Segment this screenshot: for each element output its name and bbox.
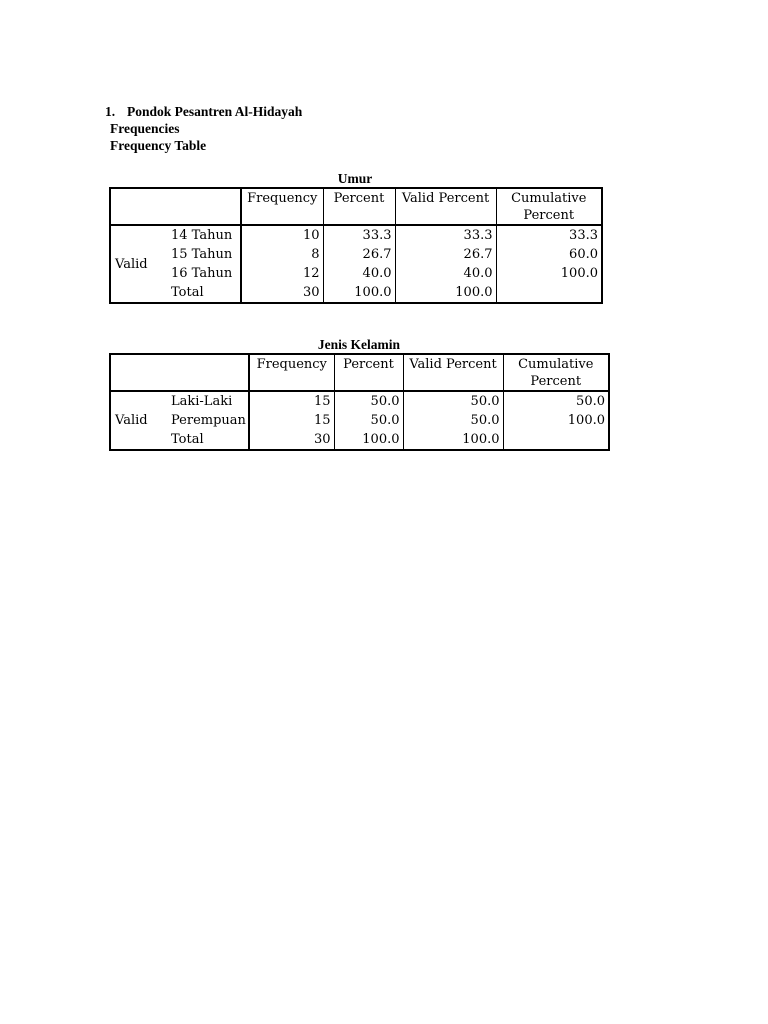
table-row-total xyxy=(110,430,609,450)
cell-percent: 100.0 xyxy=(334,430,403,450)
cell-percent: 33.3 xyxy=(323,225,395,245)
cell-valid-percent: 50.0 xyxy=(403,391,503,411)
table-row xyxy=(110,411,609,430)
table-row xyxy=(110,264,602,283)
row-label: Total xyxy=(165,283,241,303)
cell-valid-percent: 40.0 xyxy=(395,264,496,283)
umur-frequency-table xyxy=(109,187,603,304)
cell-percent: 50.0 xyxy=(334,391,403,411)
header-percent: Percent xyxy=(334,354,403,391)
cell-frequency: 30 xyxy=(241,283,323,303)
document-heading xyxy=(105,103,302,154)
group-label: Valid xyxy=(115,413,148,428)
section-title xyxy=(105,103,302,120)
row-label: 14 Tahun xyxy=(165,225,241,245)
umur-table-title: Umur xyxy=(337,171,373,186)
header-frequency: Frequency xyxy=(241,188,323,225)
cell-percent: 100.0 xyxy=(323,283,395,303)
jenis-kelamin-frequency-table xyxy=(109,353,610,451)
section-number: 1. xyxy=(105,104,116,119)
cell-frequency: 12 xyxy=(241,264,323,283)
cell-frequency: 15 xyxy=(249,411,334,430)
cell-percent: 26.7 xyxy=(323,245,395,264)
section-title-text: Pondok Pesantren Al-Hidayah xyxy=(127,104,303,119)
cell-cumulative-percent xyxy=(496,283,602,303)
cell-valid-percent: 26.7 xyxy=(395,245,496,264)
frequency-table-heading: Frequency Table xyxy=(110,138,207,153)
cell-percent: 40.0 xyxy=(323,264,395,283)
table-row xyxy=(110,391,609,411)
row-label: Total xyxy=(165,430,249,450)
row-label: Perempuan xyxy=(165,411,249,430)
table-row-total xyxy=(110,283,602,303)
header-valid-percent: Valid Percent xyxy=(403,354,503,391)
table-header-row xyxy=(110,188,602,225)
row-label: 15 Tahun xyxy=(165,245,241,264)
cell-cumulative-percent: 50.0 xyxy=(576,394,605,409)
header-frequency: Frequency xyxy=(249,354,334,391)
jenis-kelamin-table-title: Jenis Kelamin xyxy=(317,337,401,352)
cell-frequency: 8 xyxy=(241,245,323,264)
cell-valid-percent: 100.0 xyxy=(395,283,496,303)
header-valid-percent: Valid Percent xyxy=(395,188,496,225)
cell-cumulative-percent: 60.0 xyxy=(569,247,598,262)
cell-cumulative-percent xyxy=(503,430,609,450)
frequencies-heading: Frequencies xyxy=(110,121,180,136)
header-cumulative-percent: Cumulative Percent xyxy=(503,354,609,391)
header-percent: Percent xyxy=(323,188,395,225)
group-label: Valid xyxy=(115,256,148,272)
cell-frequency: 15 xyxy=(249,391,334,411)
row-label: 16 Tahun xyxy=(165,264,241,283)
table-header-row xyxy=(110,354,609,391)
header-cumulative-percent: Cumulative Percent xyxy=(496,188,602,225)
cell-cumulative-percent: 33.3 xyxy=(569,228,598,243)
header-corner xyxy=(110,188,241,225)
table-row xyxy=(110,225,602,245)
cell-valid-percent: 33.3 xyxy=(395,225,496,245)
cell-cumulative-percent: 100.0 xyxy=(567,413,605,428)
row-label: Laki-Laki xyxy=(165,391,249,411)
cell-valid-percent: 100.0 xyxy=(403,430,503,450)
table-row xyxy=(110,245,602,264)
cell-cumulative-percent: 100.0 xyxy=(560,266,598,281)
header-corner xyxy=(110,354,249,391)
cell-valid-percent: 50.0 xyxy=(403,411,503,430)
cell-frequency: 30 xyxy=(249,430,334,450)
cell-frequency: 10 xyxy=(241,225,323,245)
cell-percent: 50.0 xyxy=(334,411,403,430)
